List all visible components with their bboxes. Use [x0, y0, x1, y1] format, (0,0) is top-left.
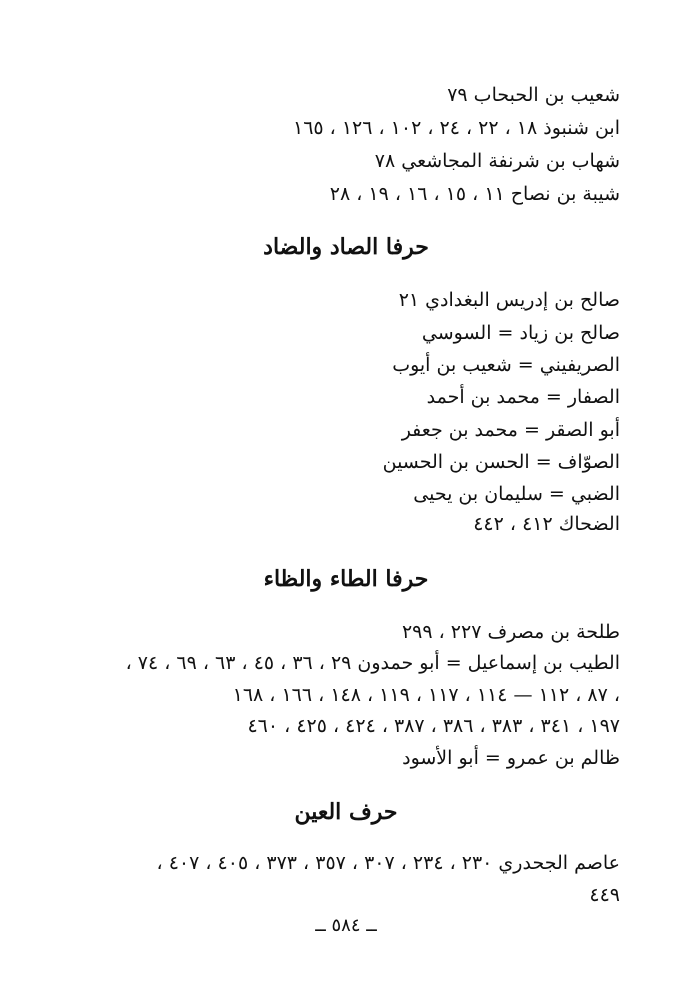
index-entry: طلحة بن مصرف ٢٢٧ ، ٢٩٩ [401, 621, 620, 643]
index-entry: ظالم بن عمرو = أبو الأسود [402, 747, 620, 769]
index-entry: الصريفيني = شعيب بن أيوب [392, 354, 620, 376]
index-entry: صالح بن إدريس البغدادي ٢١ [398, 289, 620, 311]
index-entry: أبو الصقر = محمد بن جعفر [401, 419, 620, 441]
index-entry: ابن شنبوذ ١٨ ، ٢٢ ، ٢٤ ، ١٠٢ ، ١٢٦ ، ١٦٥ [292, 117, 620, 139]
index-entry: صالح بن زياد = السوسي [421, 322, 620, 344]
index-entry: الضحاك ٤١٢ ، ٤٤٢ [473, 513, 620, 535]
section-heading-sad: حرفا الصاد والضاد [263, 234, 429, 260]
index-entry: الطيب بن إسماعيل = أبو حمدون ٢٩ ، ٣٦ ، ٤٥ ، ٦٣ ، ٦٩ ، ٧٤ ، [125, 652, 620, 674]
index-entry: الصوّاف = الحسن بن الحسين [382, 451, 620, 473]
index-entry: الضبي = سليمان بن يحيى [413, 483, 620, 505]
index-entry: عاصم الجحدري ٢٣٠ ، ٢٣٤ ، ٣٠٧ ، ٣٥٧ ، ٣٧٣ ، ٤٠٥ ، ٤٠٧ ، [156, 852, 620, 874]
index-entry: شيبة بن نصاح ١١ ، ١٥ ، ١٦ ، ١٩ ، ٢٨ [329, 183, 620, 205]
index-entry-continuation: ٨٧ ، ١١٢ — ١١٤ ، ١١٧ ، ١١٩ ، ١٤٨ ، ١٦٦ ، ١٦٨ ، [232, 684, 620, 706]
section-heading-ta: حرفا الطاء والظاء [263, 566, 429, 592]
index-entry-continuation: ١٩٧ ، ٣٤١ ، ٣٨٣ ، ٣٨٦ ، ٣٨٧ ، ٤٢٤ ، ٤٢٥ ، ٤٦٠ [247, 715, 620, 737]
index-entry: شهاب بن شرنفة المجاشعي ٧٨ [374, 150, 620, 172]
section-heading-ayn: حرف العين [294, 799, 398, 825]
index-entry: شعيب بن الحبحاب ٧٩ [447, 84, 620, 106]
index-entry: الصفار = محمد بن أحمد [426, 386, 620, 408]
page-number: ــ ٥٨٤ ــ [315, 915, 377, 936]
index-entry-continuation: ٤٤٩ [589, 884, 620, 906]
